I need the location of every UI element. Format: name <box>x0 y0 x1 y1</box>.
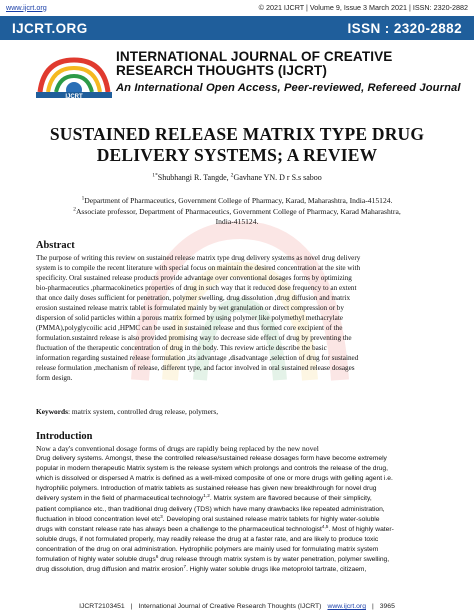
abstract-heading: Abstract <box>36 240 75 251</box>
article-title: SUSTAINED RELEASE MATRIX TYPE DRUG DELIVERY SYSTEMS; A REVIEW <box>49 124 425 165</box>
website-link[interactable]: www.ijcrt.org <box>6 2 47 12</box>
journal-band <box>0 16 474 40</box>
band-issn: ISSN : 2320-2882 <box>347 20 462 36</box>
svg-text:IJCRT: IJCRT <box>65 94 83 100</box>
page-footer: IJCRT2103451 | International Journal of Creative Research Thoughts (IJCRT) www.ijcrt.org | 3965 <box>79 603 395 610</box>
band-site: IJCRT.ORG <box>12 20 88 36</box>
affiliation-2: $^2$Associate professor, Department of Pharmaceutics, Government College of Pharmacy, Karad Maharashtra, India-415124. <box>73 206 401 226</box>
page-number: 3965 <box>379 603 395 610</box>
keywords: Keywords: matrix system, controlled drug release, polymers, <box>36 407 219 416</box>
footer-journal: International Journal of Creative Research Thoughts (IJCRT) <box>138 603 322 610</box>
ijcrt-logo-icon <box>34 52 114 100</box>
volume-info: © 2021 IJCRT | Volume 9, Issue 3 March 2021 | ISSN: 2320-2882 <box>258 2 468 12</box>
journal-subtitle: An International Open Access, Peer-reviewed, Refereed Journal <box>116 82 461 94</box>
introduction-heading: Introduction <box>36 431 93 442</box>
footer-site-link[interactable]: www.ijcrt.org <box>327 603 366 610</box>
journal-title: INTERNATIONAL JOURNAL OF CREATIVE RESEARCH THOUGHTS (IJCRT) <box>116 49 393 78</box>
masthead <box>0 44 474 106</box>
authors: $^{1*}$Shubhangi R. Tangde, $^2$Gavhane YN. D r S.s saboo <box>152 172 322 182</box>
introduction-body: Now a day's conventional dosage forms of drugs are rapidly being replaced by the new novel Drug delivery systems. Amongst, these the controlled release/sustained release dosages form have become extremely popular in modern therapeutic Matrix system is the release system which prolongs and controls the release of the drug, which is dissolved or dispersed A matrix is defined as a well-mixed composite of one or more drugs with gelling agent i.e. hydrophilic polymers. Introduction of matrix tablets as sustained release has given new breakthrough for novel drug delivery system in the field of pharmaceutical technology$^{1,2}$. Matrix system are flavored because of their simplicity, patient compliance etc., than traditional drug delivery (TDS) which have many drawbacks like repeated administration, fluctuation in blood concentration level etc$^3$. Developing oral sustained release matrix tablets for highly water-soluble drugs with constant release rate has always been a challenge to the pharmaceutical technologist$^{4,5}$. Most of highly water- soluble drugs, if not formulated properly, may readily release the drug at a faster rate, and are likely to produce toxic concentration of the drug on oral administration. Hydrophilic polymers are mainly used for formulating matrix system formulation of highly water soluble drugs$^6$ drug release through matrix system is by water penetration, polymer swelling, drug dissolution, drug diffusion and matrix erosion$^7$. Highly water soluble drugs like metoprolol tartrate, citizaem, <box>36 444 394 574</box>
abstract-body: The purpose of writing this review on sustained release matrix type drug delivery systems as novel drug delivery system is to compile the recent literature with special focus on maintain the desired concentration at the site with specificity. Oral sustained release products provide advantage over conventional dosages forms by optimizing bio-pharmaceutics ,pharmacokinetics properties of drug in such way that it reduced dose frequency to an extent that once daily doses sufficient for penetration, polymer swelling, drug dissolution ,drug diffusion and matrix erosion sustained release matrix tablet is formulated mainly by wet granulation or direct compression or by dispersion of solid particles within a porous matrix formed by using polymer like polymethyl methacrylate (PMMA),polyglycoilic acid ,HPMC can be used in sustained release and thus formed core excipient of the formulation.sustainrd release is also provided promising way to decrease side effect of drug by preventing the fluctuation of the therapeutic concentration of drug in the body. This review article describe the basic information regarding sustained release formulation ,its advantage ,disadvantage ,selection of drug for sustained release formulation ,mechanism of release, different type, and factor involved in oral sustained release dosages form design. <box>36 254 361 382</box>
header-meta <box>0 0 474 14</box>
footer-id: IJCRT2103451 <box>79 603 125 610</box>
affiliation-1: $^1$Department of Pharmaceutics, Government College of Pharmacy, Karad, Maharashtra, India-415124. <box>81 195 393 205</box>
